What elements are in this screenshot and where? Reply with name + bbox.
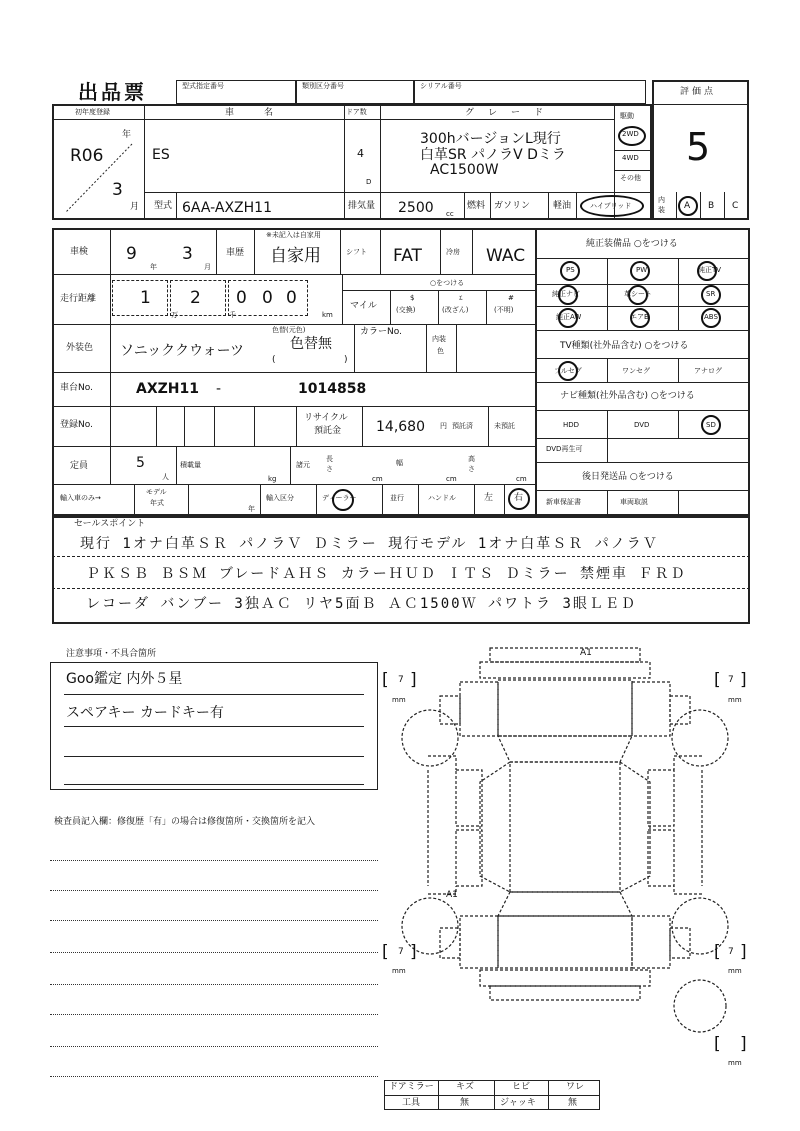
- tread-fl-bracket-close: ]: [410, 670, 417, 690]
- car-damage-diagram: [380, 636, 750, 1076]
- import-label: 輸入車のみ→: [60, 494, 101, 502]
- inspection-year: 9: [126, 244, 137, 264]
- interior-a[interactable]: A: [684, 201, 691, 211]
- mileage-digit-1: 1: [140, 288, 151, 308]
- first-reg-label: 初年度登録: [75, 108, 110, 116]
- displacement-label: 排気量: [348, 201, 376, 211]
- model-label: 型式: [154, 201, 173, 211]
- later-warranty[interactable]: 新車保証書: [546, 498, 581, 506]
- width-label: 幅: [396, 459, 403, 467]
- first-reg-year: R06: [70, 146, 104, 166]
- exterior-color: ソニッククウォーツ: [120, 343, 245, 359]
- inspection-year-unit: 年: [150, 263, 157, 271]
- equip-sr[interactable]: SR: [706, 290, 716, 298]
- capacity-unit: 人: [162, 473, 169, 481]
- doors-label: ドア数: [346, 108, 367, 116]
- reg-month-unit: 月: [130, 202, 140, 212]
- inspection-label: 車検: [70, 247, 89, 257]
- tv-fullseg[interactable]: フルセグ: [554, 367, 582, 375]
- length-unit: cm: [372, 475, 383, 483]
- length-label-2: さ: [326, 465, 333, 473]
- navi-hdd[interactable]: HDD: [563, 421, 580, 429]
- recycle-label-1: リサイクル: [304, 413, 348, 423]
- equip-ps[interactable]: PS: [566, 266, 575, 274]
- recycle-value: 14,680: [376, 419, 425, 435]
- diagram-a1-side: A1: [446, 890, 458, 900]
- tread-rr-bracket-close: ]: [740, 942, 747, 962]
- chassis-dash: -: [216, 381, 222, 397]
- mileage-km: km: [322, 311, 333, 319]
- history-label: 車歴: [226, 248, 245, 258]
- sales-line-2: ＰＫＳＢ ＢＳＭ ブレードＡＨＳ カラーＨＵＤ ＩＴＳ Ｄミラー 禁煙車 ＦＲＤ: [86, 566, 687, 582]
- length-label-1: 長: [326, 455, 333, 463]
- mileage-alt-sym: ｴ: [459, 294, 463, 302]
- capacity-label: 定員: [70, 461, 89, 471]
- tread-rl-bracket: [: [382, 942, 389, 962]
- equip-pw-circle: [630, 261, 650, 281]
- equip-abs-circle: [701, 308, 721, 328]
- doors-value: 4: [357, 147, 364, 160]
- interior-color-label-2: 色: [437, 347, 444, 355]
- inspection-month-unit: 月: [204, 263, 211, 271]
- fuel-label: 燃料: [467, 201, 486, 211]
- date-slash: [60, 140, 136, 216]
- tread-fl-bracket: [: [382, 670, 389, 690]
- category-label: 類別区分番号: [302, 82, 344, 90]
- paren-open: (: [272, 355, 276, 365]
- car-name: ES: [152, 147, 170, 163]
- legend-tools: 工具: [402, 1098, 421, 1108]
- notes-line-2: スペアキー カードキー有: [66, 705, 224, 721]
- type-designation-label: 型式指定番号: [182, 82, 224, 90]
- dvd-playable[interactable]: DVD再生可: [546, 445, 583, 453]
- import-dealer[interactable]: ディーラー: [322, 494, 357, 502]
- later-title: 後日発送品 ○をつける: [582, 472, 674, 482]
- equip-leather[interactable]: 革シート: [624, 290, 652, 298]
- import-parallel[interactable]: 並行: [390, 494, 404, 502]
- equip-tv[interactable]: 純正TV: [698, 266, 722, 274]
- height-unit: cm: [516, 475, 527, 483]
- sales-line-1: 現行 1オナ白革ＳＲ パノラＶ Ｄミラー 現行モデル 1オナ白革ＳＲ パノラＶ: [80, 536, 659, 552]
- drive-4wd[interactable]: 4WD: [622, 154, 639, 162]
- interior-label-2: 装: [658, 206, 665, 214]
- equip-airbag[interactable]: エアB: [630, 313, 649, 321]
- history-value: 自家用: [270, 246, 321, 266]
- serial-label: シリアル番号: [420, 82, 462, 90]
- model-year-label-1: モデル: [146, 488, 167, 496]
- handle-left[interactable]: 左: [484, 493, 494, 503]
- color-change-value: 色替無: [290, 336, 332, 352]
- legend-tools-value: 無: [460, 1098, 470, 1108]
- notes-line-1: Goo鑑定 内外５星: [66, 671, 183, 687]
- recycle-not[interactable]: 未預託: [494, 422, 515, 430]
- equip-navi-circle: [558, 285, 578, 305]
- drive-2wd-circle: [618, 126, 646, 146]
- capacity-value: 5: [136, 455, 145, 471]
- import-type-label: 輸入区分: [266, 494, 294, 502]
- tread-fl: 7: [398, 675, 404, 685]
- displacement-value: 2500: [398, 200, 434, 216]
- interior-a-circle: [678, 196, 698, 216]
- mileage-digit-4: 0: [262, 288, 273, 308]
- drive-other[interactable]: その他: [620, 174, 641, 182]
- interior-b[interactable]: B: [708, 201, 715, 211]
- mileage-digit-5: 0: [286, 288, 297, 308]
- form-title: 出品票: [78, 80, 147, 104]
- tread-spare-unit: mm: [728, 1059, 742, 1067]
- drive-2wd[interactable]: 2WD: [622, 130, 639, 138]
- fuel-hybrid[interactable]: ハイブリッド: [590, 202, 632, 210]
- equip-pw[interactable]: PW: [636, 266, 648, 274]
- mileage-swap-sym: $: [410, 294, 415, 302]
- first-reg-month: 3: [112, 180, 123, 200]
- tv-type-title: TV種類(社外品含む) ○をつける: [560, 341, 689, 351]
- tread-rl-unit: mm: [392, 967, 406, 975]
- mileage-unknown[interactable]: (不明): [494, 306, 514, 314]
- tread-fr-bracket-close: ]: [740, 670, 747, 690]
- equip-abs[interactable]: ABS: [704, 313, 718, 321]
- tread-rr-bracket: [: [714, 942, 721, 962]
- tread-fr-bracket: [: [714, 670, 721, 690]
- sales-point-label: セールスポイント: [74, 519, 146, 529]
- chassis-number: 1014858: [298, 381, 367, 397]
- reg-no-label: 登録No.: [60, 420, 93, 430]
- grade-line2: 白革SR パノラV Dミラ: [420, 147, 566, 163]
- tv-analog[interactable]: アナログ: [694, 367, 722, 375]
- tread-rl-bracket-close: ]: [410, 942, 417, 962]
- inspection-month: 3: [182, 244, 193, 264]
- equip-sr-circle: [701, 285, 721, 305]
- evaluation-label: 評価点: [680, 87, 717, 97]
- inspector-label: 検査員記入欄：修復歴「有」の場合は修復箇所・交換箇所を記入: [54, 817, 316, 827]
- grade-line3: AC1500W: [430, 162, 499, 178]
- model-year-label-2: 年式: [150, 499, 164, 507]
- equip-aw-circle: [558, 308, 578, 328]
- later-manual[interactable]: 車両取説: [620, 498, 648, 506]
- tread-fr-unit: mm: [728, 696, 742, 704]
- tread-rl: 7: [398, 947, 404, 957]
- shift-label: シフト: [346, 248, 367, 256]
- legend-mirror: ドアミラー: [389, 1082, 434, 1092]
- model-value: 6AA-AXZH11: [182, 200, 272, 216]
- equip-ps-circle: [560, 261, 580, 281]
- tv-fullseg-circle: [558, 361, 578, 381]
- recycle-unit: 円: [440, 422, 447, 430]
- color-no-label: カラーNo.: [360, 327, 402, 337]
- mileage-sen: 千: [229, 311, 236, 319]
- interior-c[interactable]: C: [732, 201, 739, 211]
- equip-navi[interactable]: 純正ナビ: [552, 290, 580, 298]
- chassis-prefix: AXZH11: [136, 381, 199, 397]
- handle-label: ハンドル: [428, 494, 456, 502]
- diagram-a1-top: A1: [580, 648, 592, 658]
- equip-leather-circle: [628, 285, 648, 305]
- legend-jack-value: 無: [568, 1098, 578, 1108]
- model-year-unit: 年: [248, 505, 255, 513]
- color-change-label: 色替(元色): [272, 326, 306, 334]
- height-label-1: 高: [468, 455, 475, 463]
- mileage-swap[interactable]: (交換): [396, 306, 416, 314]
- legend-scratch: キズ: [456, 1082, 474, 1092]
- tread-fl-unit: mm: [392, 696, 406, 704]
- tv-oneseg[interactable]: ワンセグ: [622, 367, 650, 375]
- mileage-label: 走行距離: [60, 294, 97, 304]
- equip-airbag-circle: [630, 308, 650, 328]
- mileage-digit-2: 2: [190, 288, 201, 308]
- shift-value: FAT: [393, 246, 422, 266]
- paren-close: ): [344, 355, 348, 365]
- history-note: ※未記入は自家用: [266, 231, 321, 239]
- interior-color-label-1: 内装: [432, 335, 446, 343]
- recycle-label-2: 預託金: [314, 426, 342, 436]
- tread-rr-unit: mm: [728, 967, 742, 975]
- legend-crack: ヒビ: [512, 1082, 531, 1092]
- displacement-unit: cc: [446, 210, 454, 218]
- ac-value: WAC: [486, 246, 526, 266]
- handle-right-circle: [508, 488, 530, 510]
- mileage-unk-sym: #: [508, 294, 514, 302]
- navi-type-title: ナビ種類(社外品含む) ○をつける: [560, 391, 695, 401]
- load-unit: kg: [268, 475, 277, 483]
- interior-label-1: 内: [658, 196, 665, 204]
- mileage-digit-3: 0: [236, 288, 247, 308]
- legend-break: ワレ: [566, 1082, 585, 1092]
- car-name-label: 車名: [225, 108, 304, 118]
- notes-label: 注意事項・不具合箇所: [66, 649, 157, 659]
- grade-label: グレード: [465, 108, 558, 118]
- reg-year-unit: 年: [122, 130, 132, 140]
- handle-right[interactable]: 右: [514, 493, 524, 503]
- grade-line1: 300hバージョンL現行: [420, 131, 561, 147]
- mileage-mile[interactable]: マイル: [350, 301, 377, 311]
- fuel-hybrid-circle: [580, 195, 644, 217]
- load-label: 積載量: [180, 461, 201, 469]
- height-label-2: さ: [468, 465, 475, 473]
- import-dealer-circle: [332, 489, 354, 511]
- navi-sd-circle: [701, 415, 721, 435]
- equip-aw[interactable]: 純正AW: [556, 313, 582, 321]
- sales-line-3: レコーダ バンブー 3独ＡＣ リヤ5面Ｂ ＡＣ1500Ｗ パワトラ 3眼ＬＥＤ: [86, 596, 637, 612]
- mileage-note: ○をつける: [430, 279, 465, 287]
- fuel-gasoline[interactable]: ガソリン: [494, 201, 531, 211]
- tread-rr: 7: [728, 947, 734, 957]
- tread-spare-bracket-close: ]: [740, 1034, 747, 1054]
- mileage-man: 万: [171, 311, 178, 319]
- evaluation-score: 5: [686, 125, 711, 169]
- width-unit: cm: [446, 475, 457, 483]
- drive-label: 駆動: [620, 112, 634, 120]
- doors-d: D: [366, 178, 372, 186]
- equip-tv-circle: [697, 261, 717, 281]
- legend-jack: ジャッキ: [500, 1098, 536, 1108]
- chassis-label: 車台No.: [60, 383, 93, 393]
- tread-spare-bracket: [: [714, 1034, 721, 1054]
- fuel-diesel[interactable]: 軽油: [553, 201, 572, 211]
- tread-fr: 7: [728, 675, 734, 685]
- color-label: 外装色: [66, 343, 94, 353]
- dims-label: 諸元: [296, 461, 310, 469]
- navi-dvd[interactable]: DVD: [634, 421, 650, 429]
- equipment-title: 純正装備品 ○をつける: [586, 239, 678, 249]
- mileage-alt[interactable]: (改ざん): [442, 306, 469, 314]
- ac-label: 冷房: [446, 248, 460, 256]
- navi-sd[interactable]: SD: [706, 421, 716, 429]
- recycle-done[interactable]: 預託済: [452, 422, 473, 430]
